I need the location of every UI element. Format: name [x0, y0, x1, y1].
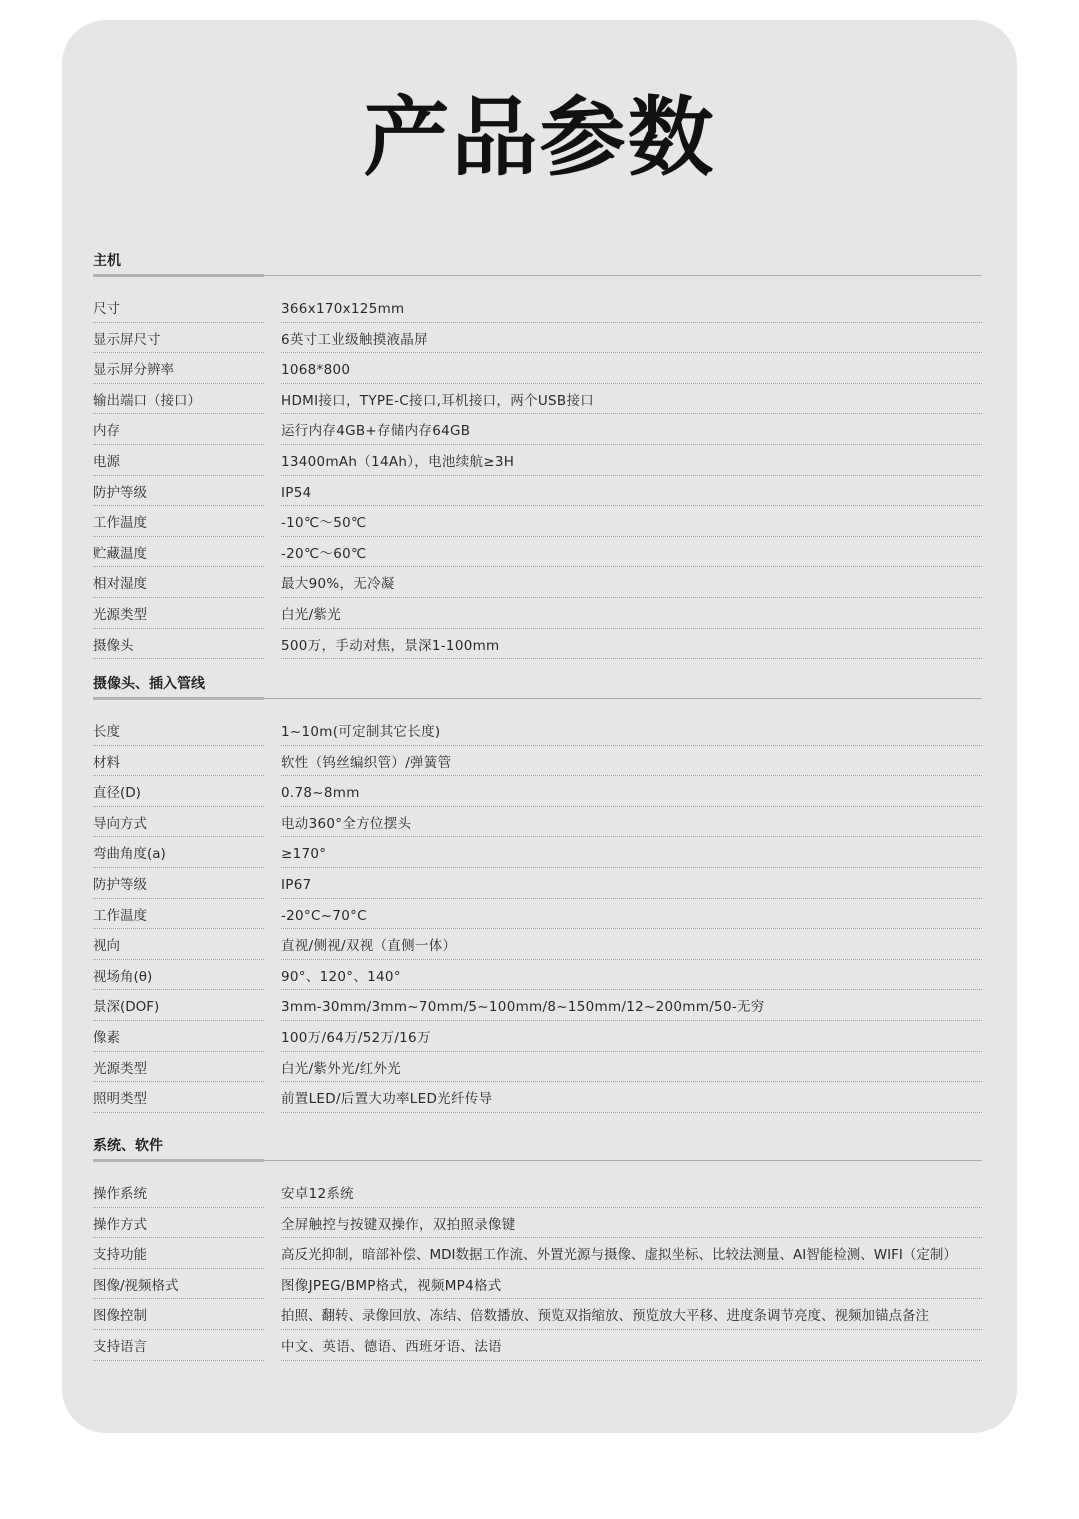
spec-value: 高反光抑制，暗部补偿、MDI数据工作流、外置光源与摄像、虚拟坐标、比较法测量、AI智能检测、WIFI（定制）: [281, 1247, 957, 1264]
spec-label: 直径(D): [93, 785, 141, 802]
spec-value: 图像JPEG/BMP格式，视频MP4格式: [281, 1277, 502, 1294]
spec-row: [93, 868, 982, 899]
spec-value: 中文、英语、德语、西班牙语、法语: [281, 1338, 502, 1355]
spec-label: 操作方式: [93, 1216, 147, 1233]
row-divider: [281, 658, 982, 659]
section-camera-probe: [93, 673, 982, 1113]
spec-value: -10℃～50℃: [281, 515, 367, 532]
spec-value: 1~10m(可定制其它长度): [281, 724, 441, 740]
spec-label: 支持功能: [93, 1247, 147, 1264]
spec-row: [93, 1052, 982, 1083]
section-divider-accent: [93, 697, 264, 700]
spec-label: 景深(DOF): [93, 999, 160, 1016]
spec-row: [93, 1330, 982, 1361]
section-system-software: [93, 1135, 982, 1361]
spec-value: 全屏触控与按键双操作，双拍照录像键: [281, 1216, 516, 1233]
spec-row: [93, 899, 982, 930]
spec-value: 软性（钨丝编织管）/弹簧管: [281, 754, 452, 771]
spec-label: 光源类型: [93, 606, 147, 623]
spec-label: 像素: [93, 1029, 120, 1046]
row-divider: [281, 1112, 982, 1113]
row-divider: [93, 1360, 264, 1361]
spec-label: 内存: [93, 423, 120, 440]
spec-row: [93, 1021, 982, 1052]
spec-value: -20°C~70°C: [281, 907, 367, 924]
spec-value: 100万/64万/52万/16万: [281, 1029, 431, 1046]
spec-label: 相对湿度: [93, 576, 147, 593]
spec-row: [93, 715, 982, 746]
spec-row: [93, 1238, 982, 1269]
spec-row: [93, 1299, 982, 1330]
spec-value: 白光/紫外光/红外光: [281, 1060, 402, 1077]
spec-list: [93, 292, 982, 659]
spec-row: [93, 567, 982, 598]
spec-value: HDMI接口，TYPE-C接口,耳机接口，两个USB接口: [281, 392, 595, 409]
spec-row: [93, 629, 982, 660]
spec-list: [93, 1177, 982, 1361]
spec-row: [93, 1269, 982, 1300]
spec-label: 材料: [93, 754, 120, 771]
section-host: [93, 250, 982, 659]
spec-row: [93, 807, 982, 838]
spec-row: [93, 1177, 982, 1208]
spec-row: [93, 384, 982, 415]
spec-row: [93, 506, 982, 537]
spec-label: 图像控制: [93, 1308, 147, 1325]
spec-row: [93, 1082, 982, 1113]
spec-value: 366x170x125mm: [281, 301, 405, 317]
spec-label: 长度: [93, 724, 120, 740]
spec-row: [93, 929, 982, 960]
spec-value: -20℃～60℃: [281, 545, 367, 562]
spec-row: [93, 323, 982, 354]
spec-label: 显示屏分辨率: [93, 362, 174, 379]
section-title: 摄像头、插入管线: [93, 676, 205, 692]
spec-label: 视向: [93, 938, 120, 955]
page-title: 产品参数: [363, 88, 716, 188]
spec-value: 最大90%，无冷凝: [281, 576, 395, 593]
spec-row: [93, 776, 982, 807]
spec-value: 13400mAh（14Ah），电池续航≥3H: [281, 453, 515, 470]
spec-value: 安卓12系统: [281, 1186, 354, 1202]
spec-value: 电动360°全方位摆头: [281, 815, 412, 832]
spec-label: 工作温度: [93, 907, 147, 924]
spec-label: 工作温度: [93, 515, 147, 532]
section-divider-accent: [93, 1159, 264, 1162]
spec-label: 贮藏温度: [93, 545, 147, 562]
spec-value: 直视/侧视/双视（直侧一体）: [281, 938, 457, 955]
spec-label: 照明类型: [93, 1091, 147, 1108]
spec-value: ≥170°: [281, 846, 327, 863]
spec-row: [93, 837, 982, 868]
spec-value: 0.78~8mm: [281, 785, 360, 802]
spec-row: [93, 292, 982, 323]
spec-label: 电源: [93, 453, 120, 470]
section-header: [93, 673, 982, 703]
spec-value: IP67: [281, 876, 312, 893]
section-header: [93, 250, 982, 280]
spec-row: [93, 990, 982, 1021]
section-divider-accent: [93, 274, 264, 277]
spec-value: 90°、120°、140°: [281, 968, 401, 985]
spec-value: 500万，手动对焦，景深1-100mm: [281, 637, 500, 654]
spec-value: IP54: [281, 484, 312, 501]
spec-value: 1068*800: [281, 362, 351, 379]
spec-label: 防护等级: [93, 876, 147, 893]
spec-label: 摄像头: [93, 637, 134, 654]
section-title: 系统、软件: [93, 1138, 163, 1154]
spec-row: [93, 476, 982, 507]
spec-row: [93, 1208, 982, 1239]
spec-label: 视场角(θ): [93, 968, 153, 985]
spec-value: 拍照、翻转、录像回放、冻结、倍数播放、预览双指缩放、预览放大平移、进度条调节亮度、视频加锚点备注: [281, 1308, 929, 1325]
section-header: [93, 1135, 982, 1165]
spec-label: 输出端口（接口）: [93, 392, 201, 409]
spec-list: [93, 715, 982, 1113]
spec-row: [93, 353, 982, 384]
spec-row: [93, 960, 982, 991]
spec-value: 前置LED/后置大功率LED光纤传导: [281, 1091, 493, 1108]
spec-value: 白光/紫光: [281, 606, 342, 623]
row-divider: [93, 658, 264, 659]
spec-row: [93, 537, 982, 568]
spec-label: 防护等级: [93, 484, 147, 501]
spec-value: 6英寸工业级触摸液晶屏: [281, 331, 428, 348]
spec-value: 运行内存4GB+存储内存64GB: [281, 423, 471, 440]
spec-label: 弯曲角度(a): [93, 846, 166, 863]
spec-label: 显示屏尺寸: [93, 331, 161, 348]
spec-label: 导向方式: [93, 815, 147, 832]
spec-label: 支持语言: [93, 1338, 147, 1355]
spec-row: [93, 414, 982, 445]
spec-label: 光源类型: [93, 1060, 147, 1077]
spec-row: [93, 598, 982, 629]
spec-label: 尺寸: [93, 301, 120, 317]
spec-label: 图像/视频格式: [93, 1277, 179, 1294]
spec-label: 操作系统: [93, 1186, 147, 1202]
spec-row: [93, 746, 982, 777]
section-title: 主机: [93, 253, 121, 269]
row-divider: [93, 1112, 264, 1113]
row-divider: [281, 1360, 982, 1361]
spec-value: 3mm-30mm/3mm~70mm/5~100mm/8~150mm/12~200mm/50-无穷: [281, 999, 765, 1016]
spec-row: [93, 445, 982, 476]
